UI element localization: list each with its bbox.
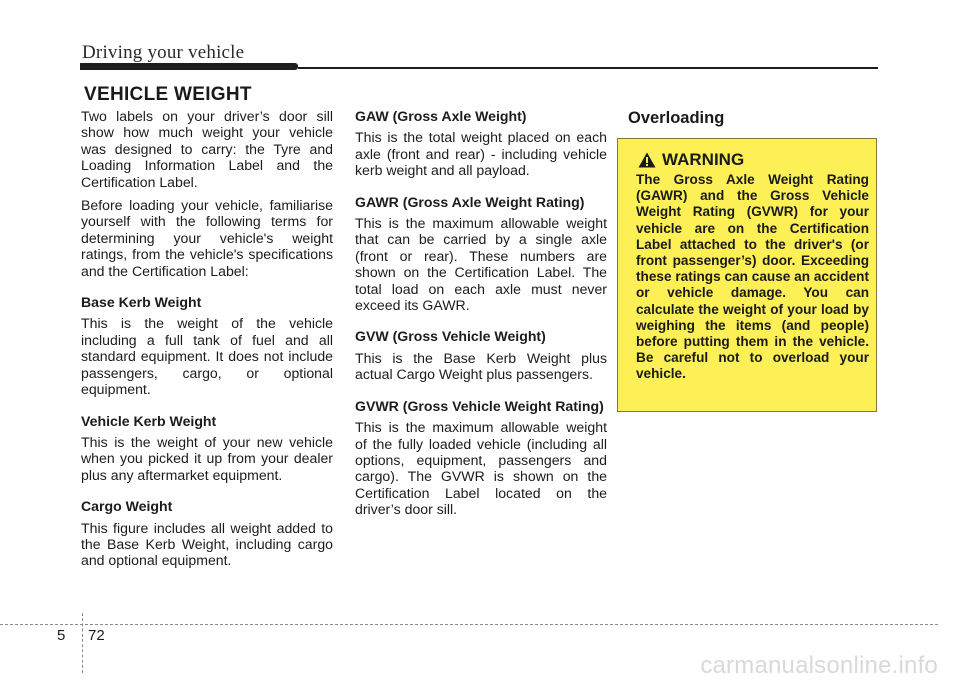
intro-paragraph-2: Before loading your vehicle, familiarise yourself with the following terms for determining your vehicle's weight ratings, from the vehicle's specifications and the Certification Label: [81,197,333,279]
warning-box [617,138,877,412]
column-1 [81,108,333,576]
header-rule [298,67,878,69]
gaw-heading: GAW (Gross Axle Weight) [355,108,527,124]
watermark: carmanualsonline.info [700,652,938,679]
footer-rule [0,624,938,625]
base-kerb-weight-heading: Base Kerb Weight [81,294,202,311]
gvwr-heading: GVWR (Gross Vehicle Weight Rating) [355,397,604,414]
warning-header [638,150,744,170]
gvw-text: This is the Base Kerb Weight plus actual Cargo Weight plus passengers. [355,349,607,383]
running-header-title: Driving your vehicle [82,42,245,63]
chapter-number: 5 [57,627,66,644]
vehicle-kerb-weight-text: This is the weight of your new vehicle when you picked it up from your dealer plus any aftermarket equipment. [81,433,333,483]
header-bar [80,63,298,70]
vehicle-kerb-weight-heading: Vehicle Kerb Weight [81,412,217,429]
warning-text: The Gross Axle Weight Rating (GAWR) and the Gross Vehicle Weight Rating (GVWR) for your vehicle are on the Certification Label attached to the driver's (or front passenger’s) door. Exceeding these ratings can cause an accident or vehicle damage. You can calculate the weight of your load by weighing the items (and people) before putting them in the vehicle. Be careful not to overload your vehicle. [636,172,869,382]
gvwr-text: This is the maximum allowable weight of the fully loaded vehicle (including all options, equipment, passengers and cargo). The GVWR is shown on the Certification Label located on the driver’s door sill. [355,419,607,518]
section-title: VEHICLE WEIGHT [84,84,252,105]
overloading-title: Overloading [628,109,725,127]
column-2 [355,108,607,525]
warning-triangle-icon [638,152,656,168]
base-kerb-weight-text: This is the weight of the vehicle including a full tank of fuel and all standard equipment. It does not include passengers, cargo, or optional equipment. [81,315,333,398]
gawr-heading: GAWR (Gross Axle Weight Rating) [355,193,585,210]
cargo-weight-text: This figure includes all weight added to the Base Kerb Weight, including cargo and optional equipment. [81,519,333,569]
gawr-text: This is the maximum allowable weight that can be carried by a single axle (front or rear). These numbers are shown on the Certification Label. The total load on each axle must never exceed its GAWR. [355,215,607,314]
intro-paragraph-1: Two labels on your driver’s door sill show how much weight your vehicle was designed to carry: the Tyre and Loading Information Label and the Certification Label. [81,108,333,190]
cargo-weight-heading: Cargo Weight [81,498,173,515]
gaw-text: This is the total weight placed on each axle (front and rear) - including vehicle kerb weight and all payload. [355,129,607,179]
gvw-heading: GVW (Gross Vehicle Weight) [355,328,546,345]
warning-label: WARNING [662,150,745,169]
footer-divider [82,613,83,673]
page-number: 72 [88,627,105,644]
